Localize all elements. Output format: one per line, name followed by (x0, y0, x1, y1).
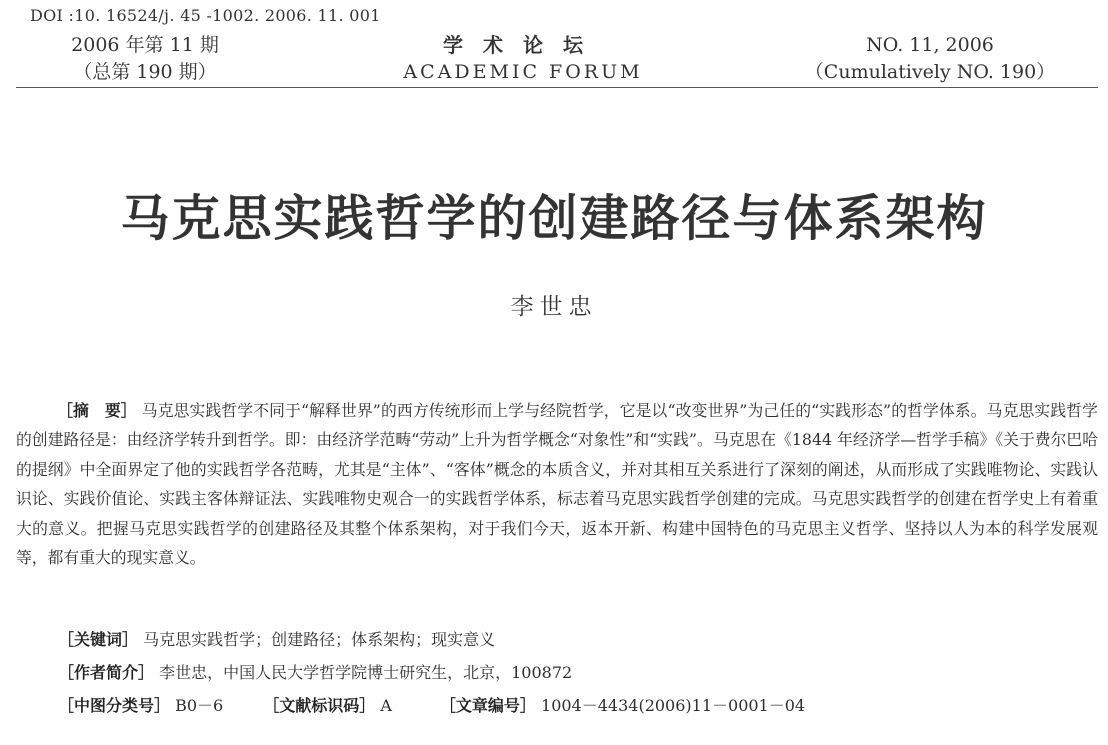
author-info-label: ［作者简介］ (58, 663, 155, 682)
issue-number: 2006 年第 11 期 (71, 34, 219, 56)
issue-cumulative-en: （Cumulatively NO. 190） (804, 61, 1056, 83)
issue-info (40, 32, 250, 86)
author-info-text: 李世忠，中国人民大学哲学院博士研究生，北京，100872 (159, 663, 573, 682)
article-id-label: ［文章编号］ (439, 696, 536, 715)
article-author: 李世忠 (510, 294, 598, 320)
issue-cumulative: （总第 190 期） (73, 61, 217, 83)
article-id-value: 1004－4434(2006)11－0001－04 (541, 696, 806, 715)
article-title: 马克思实践哲学的创建路径与体系架构 (120, 190, 988, 247)
journal-name-en: ACADEMIC FORUM (403, 61, 643, 83)
keywords-text: 马克思实践哲学；创建路径；体系架构；现实意义 (143, 630, 496, 649)
doc-code-value: A (380, 696, 392, 715)
doi-line: DOI :10. 16524/j. 45 -1002. 2006. 11. 001 (30, 6, 381, 25)
journal-name-cn: 学术论坛 (443, 33, 603, 57)
journal-name (378, 32, 668, 86)
keywords-label: ［关键词］ (58, 630, 139, 649)
issue-number-en: NO. 11, 2006 (866, 34, 994, 56)
doc-code-label: ［文献标识码］ (263, 696, 376, 715)
abstract-label: ［摘 要］ (57, 401, 137, 420)
header-rule (16, 87, 1098, 88)
abstract-paragraph (16, 396, 1098, 572)
clc-value: B0－6 (175, 696, 224, 715)
keywords-line (58, 627, 495, 650)
abstract-text: 马克思实践哲学不同于“解释世界”的西方传统形而上学与经院哲学，它是以“改变世界”为己任的“实践形态”的哲学体系。马克思实践哲学的创建路径是：由经济学转升到哲学。即：由经济学范畴“劳动”上升为哲学概念“对象性”和“实践”。马克思在《1844 年经济学—哲学手稿》《关于费尔巴哈的提纲》中全面界定了他的实践哲学各范畴，尤其是“主体”、“客体”概念的本质含义，并对其相互关系进行了深刻的阐述，从而形成了实践唯物论、实践认识论、实践价值论、实践主客体辩证法、实践唯物史观合一的实践哲学体系，标志着马克思实践哲学创建的完成。马克思实践哲学的创建在哲学史上有着重大的意义。把握马克思实践哲学的创建路径及其整个体系架构，对于我们今天，返本开新、构建中国特色的马克思主义哲学、坚持以人为本的科学发展观等，都有重大的现实意义。 (16, 401, 1098, 568)
clc-label: ［中图分类号］ (58, 696, 171, 715)
author-info-line (58, 660, 572, 683)
classification-line (58, 693, 805, 716)
issue-info-en (800, 32, 1060, 86)
